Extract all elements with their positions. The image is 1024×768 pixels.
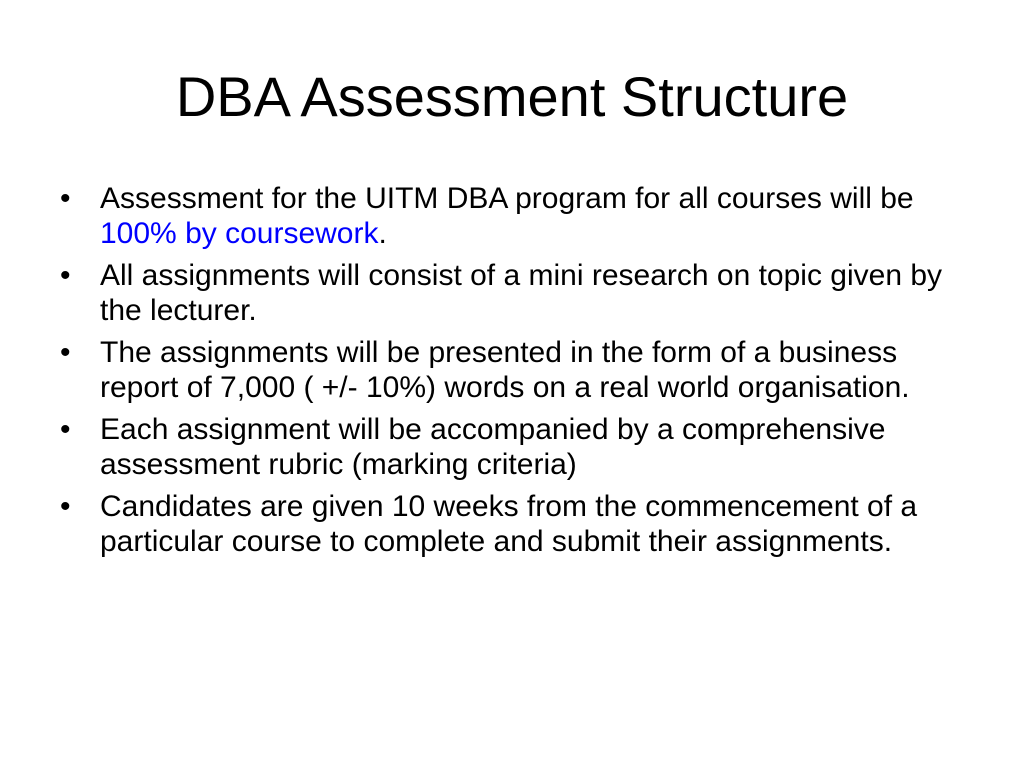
bullet-icon: • [60, 490, 71, 523]
bullet-item [56, 335, 976, 405]
bullet-item [56, 181, 976, 251]
bullet-item [56, 412, 976, 482]
bullet-icon: • [60, 336, 71, 369]
slide-title: DBA Assessment Structure [175, 65, 849, 128]
coursework-highlight: 100% by coursework [100, 217, 379, 250]
bullet-icon: • [60, 413, 71, 446]
bullet-text: All assignments will consist of a mini research on topic given by the lecturer. [100, 259, 943, 327]
bullet-text: The assignments will be presented in the form of a business report of 7,000 ( +/- 10%) words on a real world organisation. [100, 336, 910, 404]
bullet-list [56, 181, 976, 566]
bullet-icon: • [60, 182, 71, 215]
bullet-icon: • [60, 259, 71, 292]
bullet-text: Each assignment will be accompanied by a comprehensive assessment rubric (marking criteria) [100, 413, 886, 481]
bullet-item [56, 489, 976, 559]
bullet-text-part: . [378, 217, 387, 250]
bullet-item [56, 258, 976, 328]
bullet-text-part: Assessment for the UITM DBA program for all courses will be [100, 182, 914, 215]
bullet-text: Candidates are given 10 weeks from the commencement of a particular course to complete and submit their assignments. [100, 490, 918, 558]
